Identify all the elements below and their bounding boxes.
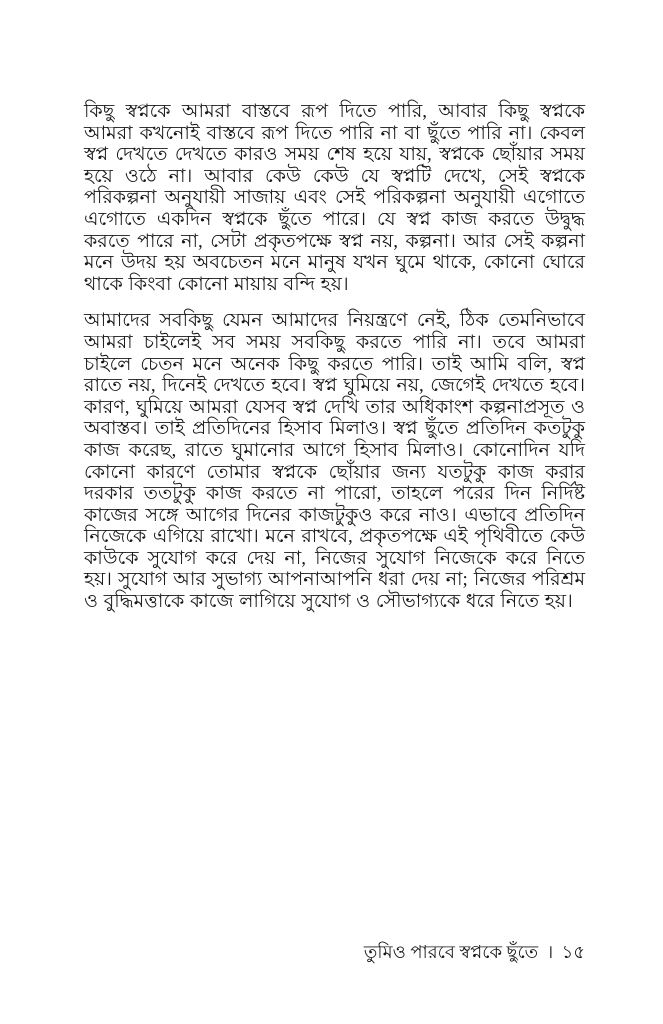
footer-separator: । <box>546 942 554 962</box>
running-title: তুমিও পারবে স্বপ্নকে ছুঁতে <box>363 942 539 962</box>
page-footer <box>84 941 585 963</box>
page-number: ১৫ <box>561 942 585 962</box>
paragraph-2: আমাদের সবকিছু যেমন আমাদের নিয়ন্ত্রণে নেই, ঠিক তেমনিভাবে আমরা চাইলেই সব সময় সবকিছু করতে পারি না। তবে আমরা চাইলে চেতন মনে অনেক কিছু করতে পারি। তাই আমি বলি, স্বপ্ন রাতে নয়, দিনেই দেখতে হবে। স্বপ্ন ঘুমিয়ে নয়, জেগেই দেখতে হবে। কারণ, ঘুমিয়ে আমরা যেসব স্বপ্ন দেখি তার অধিকাংশ কল্পনাপ্রসূত ও অবাস্তব। তাই প্রতিদিনের হিসাব মিলাও। স্বপ্ন ছুঁতে প্রতিদিন কতটুকু কাজ করেছ, রাতে ঘুমানোর আগে হিসাব মিলাও। কোনোদিন যদি কোনো কারণে তোমার স্বপ্নকে ছোঁয়ার জন্য যতটুকু কাজ করার দরকার ততটুকু কাজ করতে না পারো, তাহলে পরের দিন নির্দিষ্ট কাজের সঙ্গে আগের দিনের কাজটুকুও করে নাও। এভাবে প্রতিদিন নিজেকে এগিয়ে রাখো। মনে রাখবে, প্রকৃতপক্ষে এই পৃথিবীতে কেউ কাউকে সুযোগ করে দেয় না, নিজের সুযোগ নিজেকে করে নিতে হয়। সুযোগ আর সুভাগ্য আপনাআপনি ধরা দেয় না; নিজের পরিশ্রম ও বুদ্ধিমত্তাকে কাজে লাগিয়ে সুযোগ ও সৌভাগ্যকে ধরে নিতে হয়। <box>84 310 585 613</box>
paragraph-1: কিছু স্বপ্নকে আমরা বাস্তবে রূপ দিতে পারি, আবার কিছু স্বপ্নকে আমরা কখনোই বাস্তবে রূপ দিতে পারি না বা ছুঁতে পারি না। কেবল স্বপ্ন দেখতে দেখতে কারও সময় শেষ হয়ে যায়, স্বপ্নকে ছোঁয়ার সময় হয়ে ওঠে না। আবার কেউ কেউ যে স্বপ্নটি দেখে, সেই স্বপ্নকে পরিকল্পনা অনুযায়ী সাজায় এবং সেই পরিকল্পনা অনুযায়ী এগোতে এগোতে একদিন স্বপ্নকে ছুঁতে পারে। যে স্বপ্ন কাজ করতে উদ্বুদ্ধ করতে পারে না, সেটা প্রকৃতপক্ষে স্বপ্ন নয়, কল্পনা। আর সেই কল্পনা মনে উদয় হয় অবচেতন মনে মানুষ যখন ঘুমে থাকে, কোনো ঘোরে থাকে কিংবা কোনো মায়ায় বন্দি হয়। <box>84 101 585 295</box>
body-text <box>84 101 585 628</box>
